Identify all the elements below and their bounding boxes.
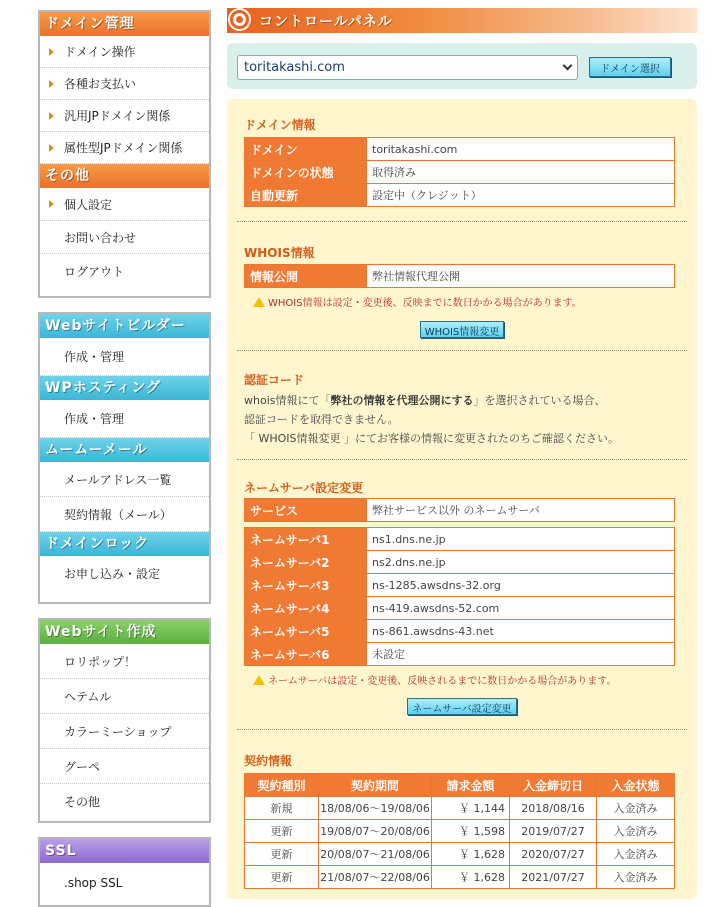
sidebar-item-wp-manage[interactable]: 作成・管理 <box>40 400 209 438</box>
sidebar-heading-domain: ドメイン管理 <box>40 12 209 36</box>
sidebar-item-lock-apply[interactable]: お申し込み・設定 <box>64 566 161 581</box>
sidebar-heading-ssl: SSL <box>40 839 209 863</box>
sidebar-heading-wp-hosting: WPホスティング <box>40 376 209 400</box>
triangle-icon <box>49 48 54 56</box>
auth-code-title: 認証コード <box>244 373 305 387</box>
sidebar-item-goope[interactable]: グーペ <box>40 749 209 784</box>
contract-table <box>244 773 675 889</box>
domain-select[interactable]: toritakashi.com <box>237 55 578 80</box>
divider <box>237 459 687 460</box>
sidebar-services <box>38 312 211 604</box>
whois-table <box>244 264 675 288</box>
triangle-icon <box>49 80 54 88</box>
sidebar-website-creation <box>38 618 211 823</box>
table-header-row: 契約種別 契約期間 請求金額 入金締切日 入金状態 <box>245 774 675 797</box>
sidebar-item-mail-contract[interactable]: 契約情報（メール） <box>40 497 209 532</box>
sidebar-item-contact[interactable]: お問い合わせ <box>40 221 209 254</box>
sidebar-item-logout[interactable]: ログアウト <box>64 264 125 279</box>
nameserver-service-table <box>244 498 675 522</box>
sidebar-item-other[interactable]: その他 <box>64 795 101 809</box>
whois-change-button[interactable]: WHOIS情報変更 <box>420 321 504 338</box>
nameserver-table <box>244 527 675 666</box>
table-row: サービス 弊社サービス以外 のネームサーバ <box>245 499 675 522</box>
table-row: ネームサーバ4 ns-419.awsdns-52.com <box>245 597 675 620</box>
whois-warning: WHOIS情報は設定・変更後、反映までに数日かかる場合があります。 <box>253 294 582 309</box>
sidebar-heading-muumuu-mail: ムームーメール <box>40 438 209 462</box>
table-row: 情報公開 弊社情報代理公開 <box>245 265 675 288</box>
domain-detail-panel <box>227 99 697 899</box>
whois-title: WHOIS情報 <box>244 246 315 260</box>
sidebar-item-payments[interactable]: 各種お支払い <box>40 68 209 100</box>
table-row: ネームサーバ2 ns2.dns.ne.jp <box>245 551 675 574</box>
sidebar-domain-management <box>38 10 211 298</box>
divider <box>237 221 687 222</box>
triangle-icon <box>49 112 54 120</box>
sidebar-item-personal-settings[interactable]: 個人設定 <box>40 188 209 221</box>
sidebar-heading-website-creation: Webサイト作成 <box>40 620 209 644</box>
sidebar-item-heteml[interactable]: ヘテムル <box>40 679 209 714</box>
sidebar-item-attribute-jp[interactable]: 属性型JPドメイン関係 <box>40 132 209 164</box>
divider <box>237 729 687 730</box>
table-row: 更新 20/08/07〜21/08/06 ￥ 1,628 2020/07/27 入金済み <box>245 843 675 866</box>
control-panel-header <box>227 8 697 33</box>
table-row: ネームサーバ5 ns-861.awsdns-43.net <box>245 620 675 643</box>
sidebar-heading-website-builder: Webサイトビルダー <box>40 314 209 338</box>
table-row: ネームサーバ6 未設定 <box>245 643 675 666</box>
triangle-icon <box>49 144 54 152</box>
table-row: 更新 19/08/07〜20/08/06 ￥ 1,598 2019/07/27 入金済み <box>245 820 675 843</box>
nameserver-change-button[interactable]: ネームサーバ設定変更 <box>407 698 517 715</box>
chevron-down-icon <box>563 61 573 71</box>
gear-icon <box>230 10 249 29</box>
table-row: ネームサーバ3 ns-1285.awsdns-32.org <box>245 574 675 597</box>
nameserver-warning: ネームサーバは設定・変更後、反映されるまでに数日かかる場合があります。 <box>253 672 617 687</box>
table-row: ドメインの状態 取得済み <box>245 161 675 184</box>
table-row: ネームサーバ1 ns1.dns.ne.jp <box>245 528 675 551</box>
table-row: 新規 18/08/06〜19/08/06 ￥ 1,144 2018/08/16 入金済み <box>245 797 675 820</box>
domain-select-area <box>227 43 697 89</box>
domain-select-button[interactable]: ドメイン選択 <box>589 57 671 77</box>
sidebar-item-lolipop[interactable]: ロリポップ！ <box>40 644 209 679</box>
domain-info-table <box>244 137 675 207</box>
warning-icon <box>253 675 265 685</box>
domain-info-title: ドメイン情報 <box>244 118 316 132</box>
sidebar-item-colorme[interactable]: カラーミーショップ <box>40 714 209 749</box>
table-row: 自動更新 設定中（クレジット） <box>245 184 675 207</box>
nameserver-title: ネームサーバ設定変更 <box>244 481 364 495</box>
sidebar-item-shop-ssl[interactable]: .shop SSL <box>64 876 123 890</box>
auth-code-notes: whois情報にて「弊社の情報を代理公開にする」を選択されている場合、 認証コードを取得できません。 「 WHOIS情報変更 」にてお客様の情報に変更されたのちご確認ください。 <box>244 394 620 445</box>
triangle-icon <box>49 200 54 208</box>
sidebar-heading-other: その他 <box>40 164 209 188</box>
sidebar-item-mail-addresses[interactable]: メールアドレス一覧 <box>40 462 209 497</box>
contract-title: 契約情報 <box>244 754 293 768</box>
warning-icon <box>253 297 265 307</box>
sidebar-ssl <box>38 837 211 907</box>
page-title: コントロールパネル <box>259 14 393 30</box>
sidebar-heading-domain-lock: ドメインロック <box>40 532 209 556</box>
sidebar-item-builder-manage[interactable]: 作成・管理 <box>40 338 209 376</box>
divider <box>237 350 687 351</box>
table-row: 更新 21/08/07〜22/08/06 ￥ 1,628 2021/07/27 入金済み <box>245 866 675 889</box>
table-row: ドメイン toritakashi.com <box>245 138 675 161</box>
sidebar-item-generic-jp[interactable]: 汎用JPドメイン関係 <box>40 100 209 132</box>
sidebar-item-domain-operation[interactable]: ドメイン操作 <box>40 36 209 68</box>
